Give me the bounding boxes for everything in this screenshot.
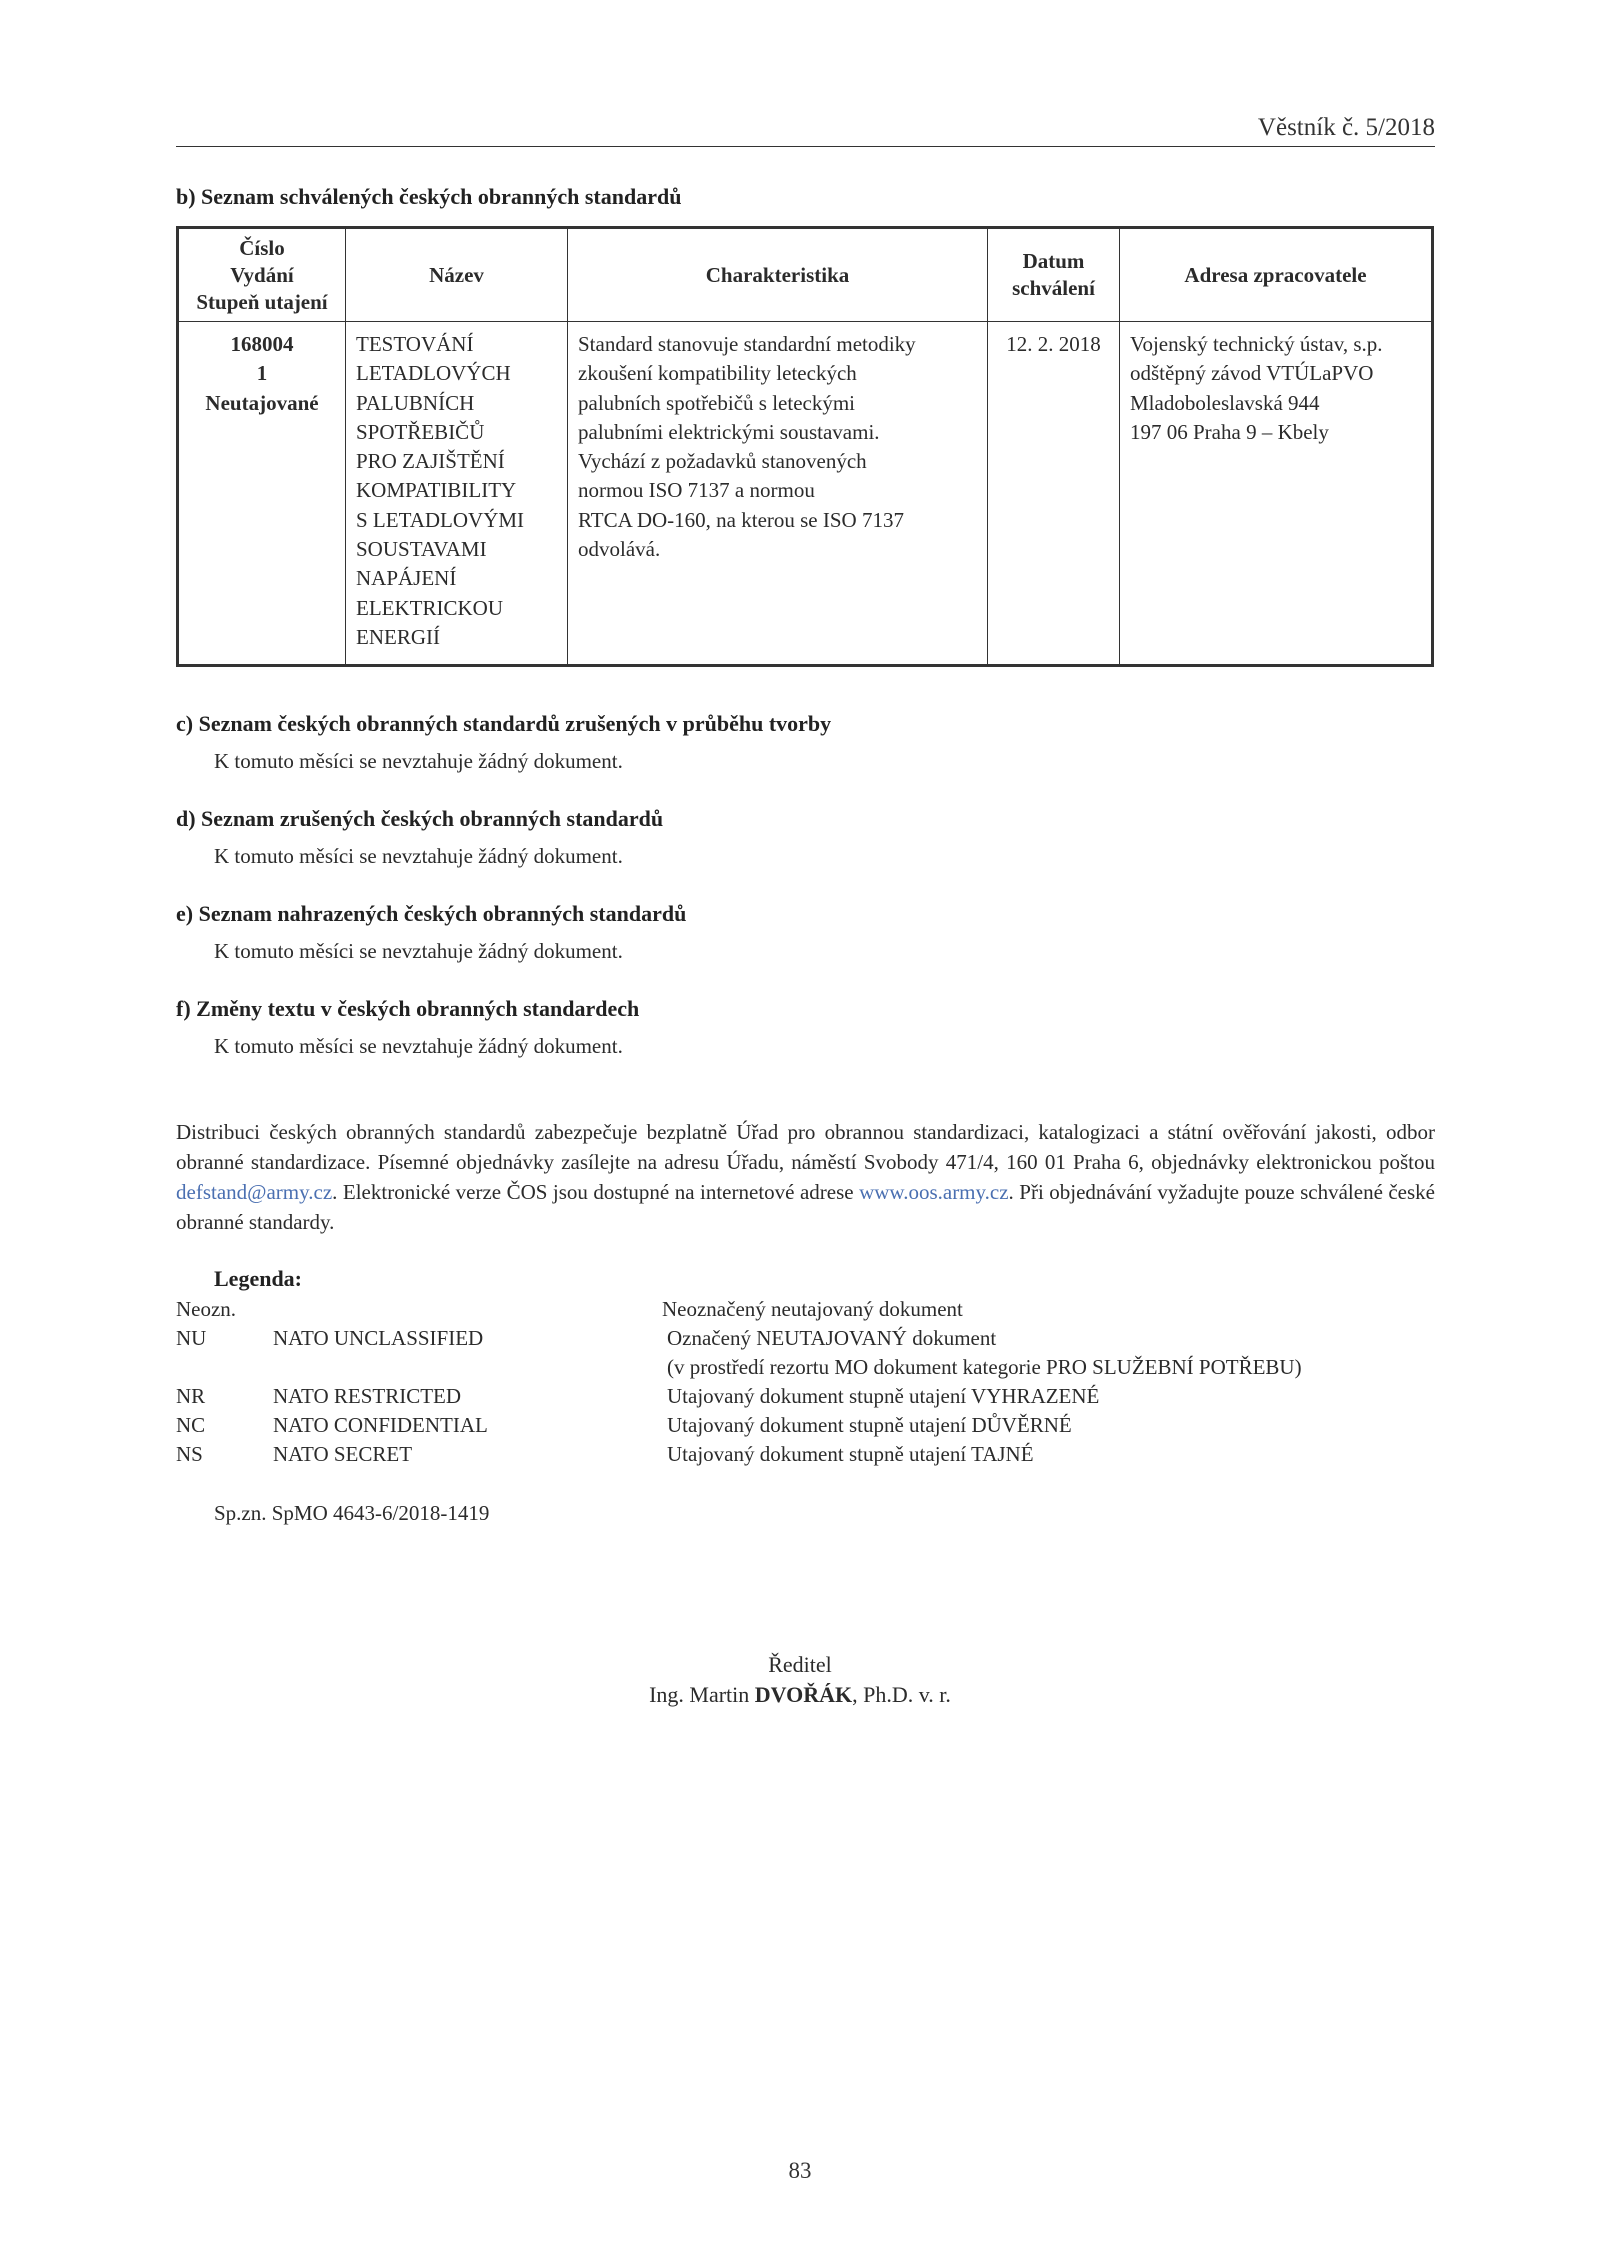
signature-role: Ředitel xyxy=(768,1652,832,1677)
section-e-text: K tomuto měsíci se nevztahuje žádný dokument. xyxy=(214,939,623,963)
distribution-paragraph: Distribuci českých obranných standardů zabezpečuje bezplatně Úřad pro obrannou standardizaci, katalogizaci a státní ověřování jakosti, odbor obranné standardizace. Písemné objednávky zasílejte na adresu Úřadu, náměstí Svobody 471/4, 160 01 Praha 6, objednávky elektronickou poštou defstand@army.cz. Elektronické verze ČOS jsou dostupné na internetové adrese www.oos.army.cz. Při objednávání vyžadujte pouze schválené české obranné standardy. xyxy=(176,1120,1435,1234)
section-f-title: f) Změny textu v českých obranných standardech xyxy=(176,996,640,1021)
legend-row: NC NATO CONFIDENTIAL Utajovaný dokument stupně utajení DŮVĚRNÉ xyxy=(176,1413,1072,1437)
header-characteristic: Charakteristika xyxy=(568,228,988,322)
approved-standards-table xyxy=(176,226,1434,667)
header-name: Název xyxy=(346,228,568,322)
page-number: 83 xyxy=(788,2158,812,2183)
bulletin-number: Věstník č. 5/2018 xyxy=(1257,114,1435,141)
website-link[interactable]: www.oos.army.cz xyxy=(859,1180,1009,1204)
legend-title: Legenda: xyxy=(214,1266,302,1291)
header-number: Číslo Vydání Stupeň utajení xyxy=(178,228,346,322)
legend-row: NR NATO RESTRICTED Utajovaný dokument stupně utajení VYHRAZENÉ xyxy=(176,1384,1100,1408)
cell-number: 168004 1 Neutajované xyxy=(178,322,346,666)
section-c-title: c) Seznam českých obranných standardů zrušených v průběhu tvorby xyxy=(176,711,832,736)
cell-characteristic: Standard stanovuje standardní metodiky zkoušení kompatibility leteckých palubních spotřebičů s leteckými palubními elektrickými soustavami. Vychází z požadavků stanovených normou ISO 7137 a normou RTCA DO-160, na kterou se ISO 7137 odvolává. xyxy=(568,322,988,666)
section-f-text: K tomuto měsíci se nevztahuje žádný dokument. xyxy=(214,1034,623,1058)
running-header xyxy=(176,110,1435,147)
section-c-text: K tomuto měsíci se nevztahuje žádný dokument. xyxy=(214,749,623,773)
header-address: Adresa zpracovatele xyxy=(1120,228,1433,322)
table-header-row xyxy=(178,228,1433,322)
section-e-title: e) Seznam nahrazených českých obranných standardů xyxy=(176,901,687,926)
section-d-title: d) Seznam zrušených českých obranných standardů xyxy=(176,806,664,831)
signature-name: Ing. Martin DVOŘÁK, Ph.D. v. r. xyxy=(649,1682,951,1707)
legend-row: (v prostředí rezortu MO dokument kategorie PRO SLUŽEBNÍ POTŘEBU) xyxy=(667,1355,1302,1379)
cell-name: TESTOVÁNÍ LETADLOVÝCH PALUBNÍCH SPOTŘEBIČŮ PRO ZAJIŠTĚNÍ KOMPATIBILITY S LETADLOVÝMI SOUSTAVAMI NAPÁJENÍ ELEKTRICKOU ENERGIÍ xyxy=(346,322,568,666)
header-date: Datum schválení xyxy=(988,228,1120,322)
email-link[interactable]: defstand@army.cz xyxy=(176,1180,333,1204)
legend-row: Neozn. Neoznačený neutajovaný dokument xyxy=(176,1297,963,1321)
section-d-text: K tomuto měsíci se nevztahuje žádný dokument. xyxy=(214,844,623,868)
section-b-title: b) Seznam schválených českých obranných standardů xyxy=(176,184,682,209)
cell-address: Vojenský technický ústav, s.p. odštěpný závod VTÚLaPVO Mladoboleslavská 944 197 06 Praha 9 – Kbely xyxy=(1120,322,1433,666)
legend-row: NU NATO UNCLASSIFIED Označený NEUTAJOVANÝ dokument xyxy=(176,1326,997,1350)
file-reference: Sp.zn. SpMO 4643-6/2018-1419 xyxy=(214,1501,490,1525)
table-row xyxy=(178,322,1433,666)
legend-row: NS NATO SECRET Utajovaný dokument stupně utajení TAJNÉ xyxy=(176,1442,1034,1466)
cell-date: 12. 2. 2018 xyxy=(988,322,1120,666)
